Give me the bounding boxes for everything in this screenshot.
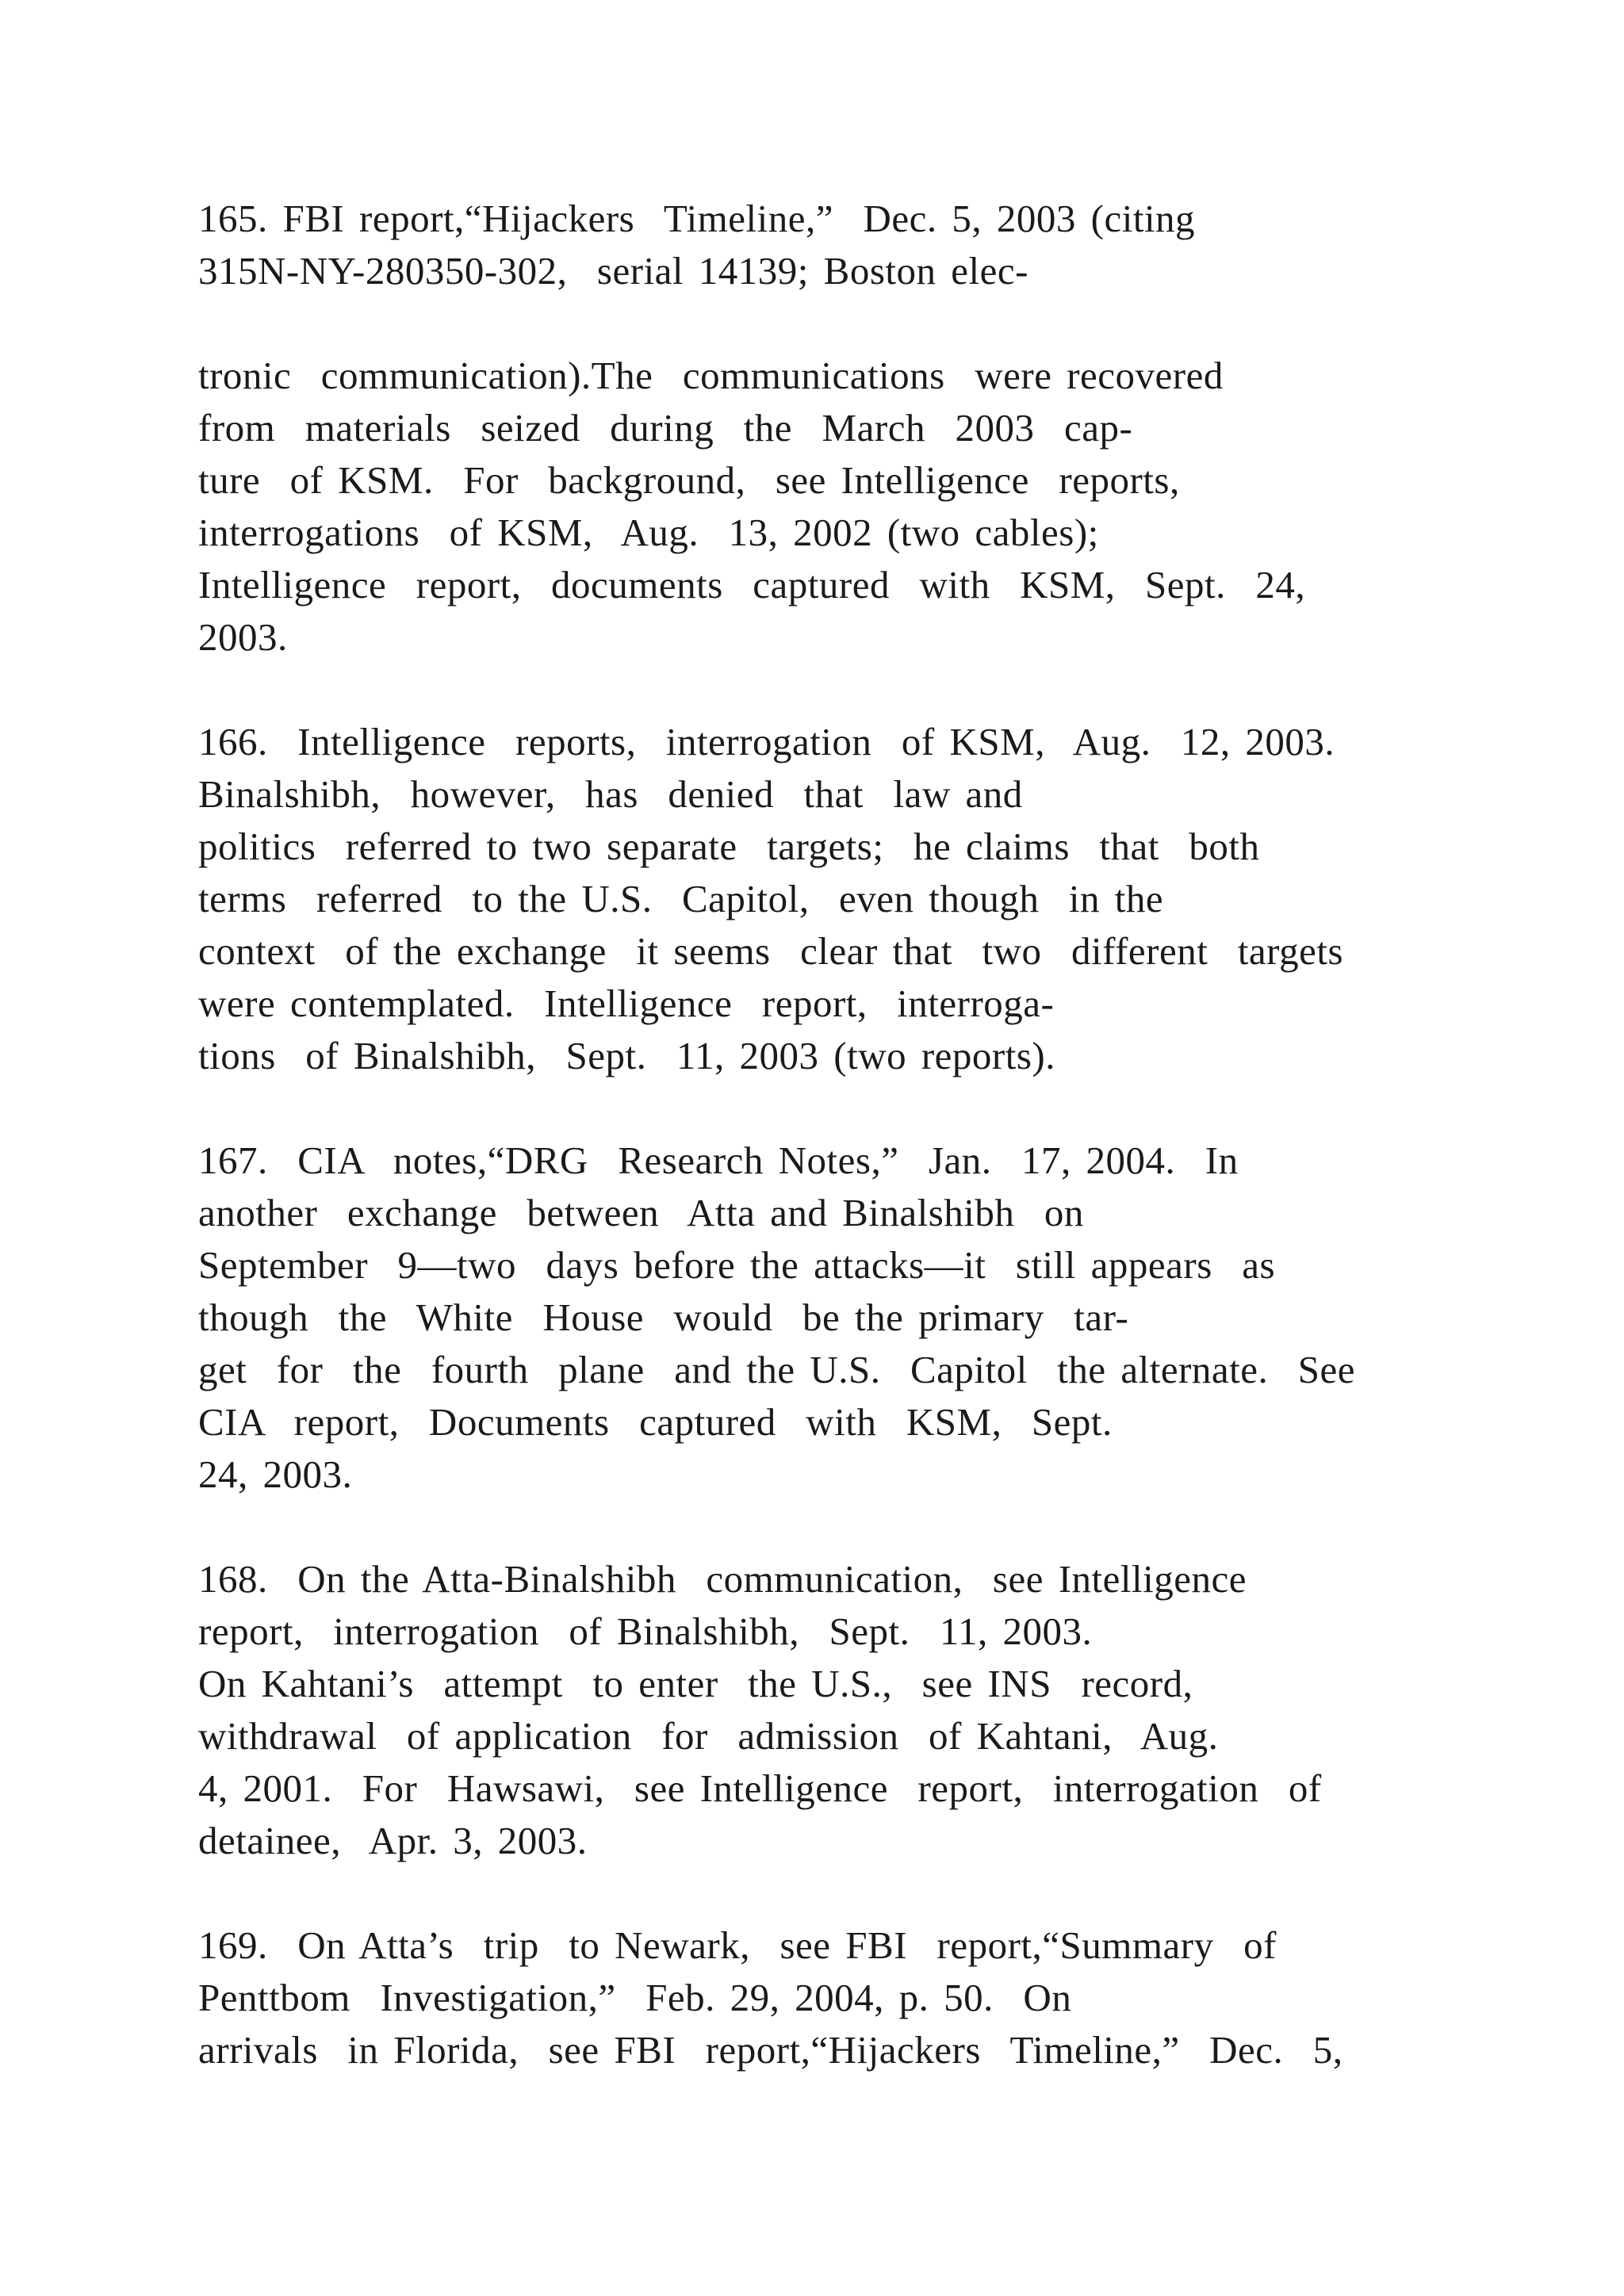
text-line: were contemplated. Intelligence report, interroga- xyxy=(198,982,1055,1025)
text-line: report, interrogation of Binalshibh, Sept. 11, 2003. xyxy=(198,1609,1093,1653)
endnote-165-paragraph xyxy=(198,193,1624,297)
endnote-167-paragraph xyxy=(198,1135,1624,1501)
text-line: 2003. xyxy=(198,615,288,659)
text-line: 169. On Atta’s trip to Newark, see FBI report,“Summary of xyxy=(198,1923,1277,1967)
text-line: detainee, Apr. 3, 2003. xyxy=(198,1819,588,1862)
text-line: interrogations of KSM, Aug. 13, 2002 (two cables); xyxy=(198,511,1099,554)
endnote-169-paragraph xyxy=(198,1919,1624,2076)
text-line: another exchange between Atta and Binalshibh on xyxy=(198,1191,1084,1234)
text-line: September 9—two days before the attacks—it still appears as xyxy=(198,1243,1276,1287)
text-line: tions of Binalshibh, Sept. 11, 2003 (two reports). xyxy=(198,1034,1055,1077)
text-line: Penttbom Investigation,” Feb. 29, 2004, p. 50. On xyxy=(198,1976,1072,2019)
endnote-168-paragraph xyxy=(198,1553,1624,1867)
text-line: 167. CIA notes,“DRG Research Notes,” Jan. 17, 2004. In xyxy=(198,1138,1239,1182)
text-line: arrivals in Florida, see FBI report,“Hijackers Timeline,” Dec. 5, xyxy=(198,2028,1343,2072)
text-line: CIA report, Documents captured with KSM, Sept. xyxy=(198,1400,1113,1444)
text-line: 315N-NY-280350-302, serial 14139; Boston elec- xyxy=(198,249,1028,293)
text-line: get for the fourth plane and the U.S. Capitol the alternate. See xyxy=(198,1348,1356,1391)
text-line: Binalshibh, however, has denied that law and xyxy=(198,772,1023,816)
text-line: 168. On the Atta-Binalshibh communication, see Intelligence xyxy=(198,1557,1247,1601)
endnote-166-paragraph xyxy=(198,716,1624,1082)
text-line: 4, 2001. For Hawsawi, see Intelligence report, interrogation of xyxy=(198,1766,1322,1810)
text-line: On Kahtani’s attempt to enter the U.S., see INS record, xyxy=(198,1662,1193,1705)
text-line: ture of KSM. For background, see Intelligence reports, xyxy=(198,458,1180,502)
text-line: withdrawal of application for admission of Kahtani, Aug. xyxy=(198,1714,1219,1758)
text-line: from materials seized during the March 2003 cap- xyxy=(198,406,1133,450)
text-line: 166. Intelligence reports, interrogation of KSM, Aug. 12, 2003. xyxy=(198,720,1335,763)
endnote-165-continuation-paragraph xyxy=(198,350,1624,664)
text-line: politics referred to two separate targets; he claims that both xyxy=(198,825,1260,868)
text-line: though the White House would be the primary tar- xyxy=(198,1295,1129,1339)
text-line: Intelligence report, documents captured with KSM, Sept. 24, xyxy=(198,563,1306,607)
endnotes-text xyxy=(198,193,1624,2129)
text-line: terms referred to the U.S. Capitol, even though in the xyxy=(198,877,1164,920)
text-line: context of the exchange it seems clear that two different targets xyxy=(198,929,1344,973)
text-line: tronic communication).The communications were recovered xyxy=(198,354,1224,397)
text-line: 24, 2003. xyxy=(198,1452,353,1496)
text-line: 165. FBI report,“Hijackers Timeline,” Dec. 5, 2003 (citing xyxy=(198,197,1196,240)
